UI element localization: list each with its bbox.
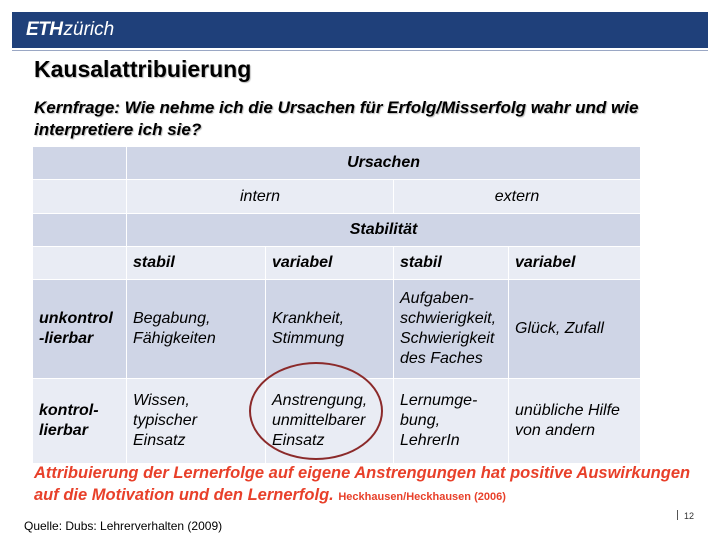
table-cell: Wissen, typischer Einsatz	[127, 379, 266, 464]
table-cell: Krankheit, Stimmung	[266, 280, 394, 379]
source-citation: Quelle: Dubs: Lehrerverhalten (2009)	[24, 519, 223, 533]
row-header-kontrollierbar: kontrol- lierbar	[33, 379, 127, 464]
header-rule	[12, 50, 708, 51]
conclusion-text	[34, 462, 704, 508]
column-header: variabel	[266, 247, 394, 280]
table-row	[33, 280, 641, 379]
table-cell: Aufgaben- schwierigkeit, Schwierigkeit des Faches	[394, 280, 509, 379]
corner-cell	[33, 214, 127, 247]
table-row	[33, 180, 641, 214]
conclusion-statement: Attribuierung der Lernerfolge auf eigene Anstrengungen hat positive Auswirkungen auf die Motivation und den Lernerfolg.	[34, 464, 691, 504]
ursachen-header: Ursachen	[127, 147, 641, 180]
stabilitaet-header: Stabilität	[127, 214, 641, 247]
table-row	[33, 379, 641, 464]
table-row	[33, 214, 641, 247]
intern-header: intern	[127, 180, 394, 214]
eth-logo: ETHzürich	[26, 19, 115, 40]
page-number: 12	[684, 511, 695, 521]
row-header-unkontrollierbar: unkontrol -lierbar	[33, 280, 127, 379]
header-bar	[12, 12, 708, 48]
table-cell: Lernumge- bung, LehrerIn	[394, 379, 509, 464]
column-header: stabil	[127, 247, 266, 280]
corner-cell	[33, 247, 127, 280]
column-header: variabel	[509, 247, 641, 280]
table-row	[33, 247, 641, 280]
table-row	[33, 147, 641, 180]
corner-cell	[33, 180, 127, 214]
table-cell: Glück, Zufall	[509, 280, 641, 379]
table-cell: unübliche Hilfe von andern	[509, 379, 641, 464]
conclusion-reference: Heckhausen/Heckhausen (2006)	[338, 491, 506, 503]
extern-header: extern	[394, 180, 641, 214]
slide-title: Kausalattribuierung	[34, 56, 252, 82]
table-cell: Anstrengung, unmittelbarer Einsatz	[266, 379, 394, 464]
key-question: Kernfrage: Wie nehme ich die Ursachen für Erfolg/Misserfolg wahr und wie interpretiere ich sie?	[34, 98, 639, 139]
page-separator	[677, 510, 678, 520]
column-header: stabil	[394, 247, 509, 280]
table-cell: Begabung, Fähigkeiten	[127, 280, 266, 379]
attribution-table	[32, 146, 641, 464]
corner-cell	[33, 147, 127, 180]
